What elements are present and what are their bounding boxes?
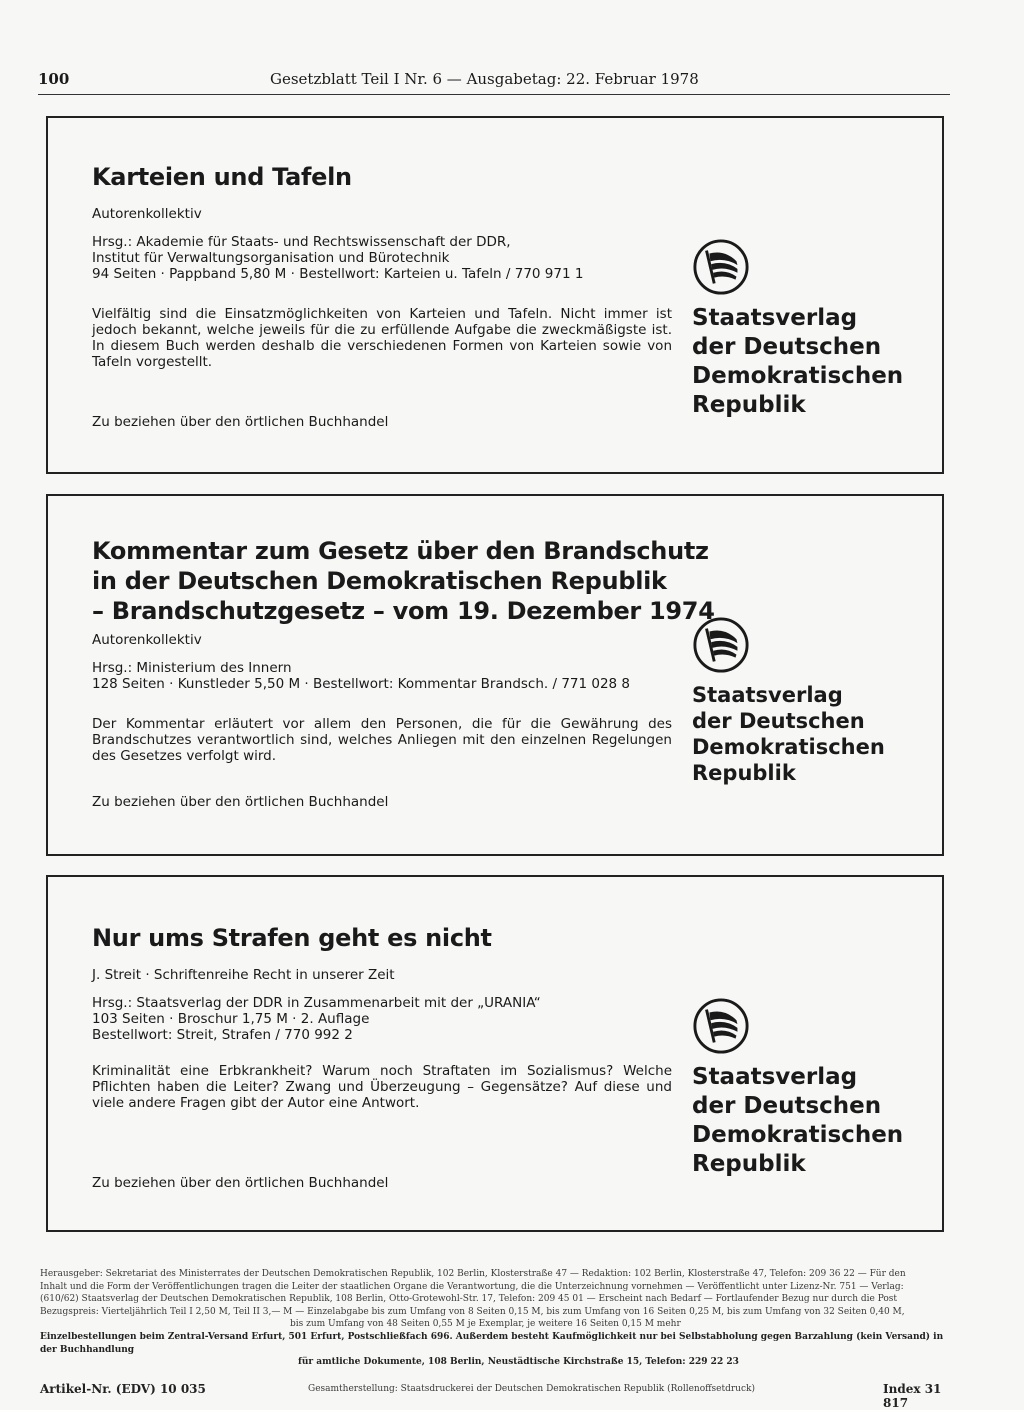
publisher-block [692, 616, 932, 786]
publisher-name-line: Staatsverlag [692, 683, 843, 707]
ad-detail-line: 103 Seiten · Broschur 1,75 M · 2. Auflage [92, 1011, 370, 1027]
publisher-name-line: der Deutschen [692, 334, 882, 360]
imprint-line: Bezugspreis: Vierteljährlich Teil I 2,50 M, Teil II 3,— M — Einzelabgabe bis zum Umfang von 8 Seiten 0,15 M, bis zum Umfang von 16 Seiten 0,25 M, bis zum Umfang von 32 Seiten 0,40 M, [40, 1306, 905, 1317]
ad-title-line: – Brandschutzgesetz – vom 19. Dezember 1974 [92, 597, 715, 625]
publisher-name [692, 1063, 932, 1179]
imprint-line: Herausgeber: Sekretariat des Ministerrates der Deutschen Demokratischen Republik, 102 Berlin, Klosterstraße 47 — Redaktion: 102 Berlin, Klosterstraße 47, Telefon: 209 36 22 — Für den [40, 1269, 906, 1279]
staatsverlag-logo-icon [692, 616, 750, 674]
ad-detail-line: Hrsg.: Akademie für Staats- und Rechtswissenschaft der DDR, [92, 234, 511, 250]
imprint-order-line: Einzelbestellungen beim Zentral-Versand Erfurt, 501 Erfurt, Postschließfach 696. Außerdem besteht Kaufmöglichkeit nur bei Selbstabholung gegen Barzahlung (kein Versand) in der Buchhandlung [40, 1331, 944, 1355]
ad-details [92, 234, 583, 282]
ad-availability: Zu beziehen über den örtlichen Buchhandel [92, 794, 389, 810]
ad-detail-line: 128 Seiten · Kunstleder 5,50 M · Bestellwort: Kommentar Brandsch. / 771 028 8 [92, 676, 631, 692]
publisher-name-line: Republik [692, 392, 806, 418]
staatsverlag-logo-icon [692, 238, 750, 296]
publisher-name-line: Demokratischen [692, 363, 904, 389]
ad-title-line: Karteien und Tafeln [92, 163, 352, 191]
ad-title-line: Kommentar zum Gesetz über den Brandschutz [92, 537, 709, 565]
ad-title [92, 923, 492, 953]
index-number: Index 31 817 [883, 1382, 942, 1410]
ad-detail-line: Institut für Verwaltungsorganisation und Bürotechnik [92, 250, 450, 266]
advertisement-karteien-und-tafeln [46, 116, 944, 474]
ad-title-line: Nur ums Strafen geht es nicht [92, 924, 492, 952]
publisher-name [692, 304, 932, 420]
ad-description: Vielfältig sind die Einsatzmöglichkeiten von Karteien und Tafeln. Nicht immer ist jedoch bekannt, welche jeweils für die zu erfüllende Aufgabe die zweckmäßigste ist. In diesem Buch werden deshalb die verschiedenen Formen von Karteien sowie von Tafeln vorgestellt. [92, 306, 672, 370]
publisher-name-line: Demokratischen [692, 735, 885, 759]
publisher-name-line: Staatsverlag [692, 305, 858, 331]
ad-title [92, 536, 715, 626]
ad-author: Autorenkollektiv [92, 632, 202, 648]
imprint-line: (610/62) Staatsverlag der Deutschen Demokratischen Republik, 108 Berlin, Otto-Grotewohl-Str. 17, Telefon: 209 45 01 — Erscheint nach Bedarf — Fortlaufender Bezug nur durch die Post [40, 1294, 898, 1305]
publisher-name-line: Staatsverlag [692, 1064, 858, 1090]
imprint-line: Inhalt und die Form der Veröffentlichungen tragen die Leiter der staatlichen Organe die Verantwortung, die die Unterzeichnung vornehmen — Veröffentlicht unter Lizenz-Nr. 751 — Verlag: [40, 1281, 904, 1292]
ad-availability: Zu beziehen über den örtlichen Buchhandel [92, 1175, 389, 1191]
publisher-name-line: der Deutschen [692, 709, 865, 733]
publisher-name-line: Republik [692, 1151, 806, 1177]
publisher-name-line: Republik [692, 761, 796, 785]
ad-title [92, 162, 352, 192]
ad-description: Kriminalität eine Erbkrankheit? Warum noch Straftaten im Sozialismus? Welche Pflichten haben die Leiter? Zwang und Überzeugung – Gegensätze? Auf diese und viele andere Fragen gibt der Autor eine Antwort. [92, 1063, 672, 1111]
page-header [38, 64, 950, 95]
ad-detail-line: Hrsg.: Staatsverlag der DDR in Zusammenarbeit mit der „URANIA“ [92, 995, 541, 1011]
advertisement-brandschutzgesetz [46, 494, 944, 856]
imprint-order-line: für amtliche Dokumente, 108 Berlin, Neustädtische Kirchstraße 15, Telefon: 229 22 23 [298, 1357, 739, 1368]
publisher-name-line: der Deutschen [692, 1093, 882, 1119]
ad-detail-line: Hrsg.: Ministerium des Innern [92, 660, 292, 676]
staatsverlag-logo-icon [692, 997, 750, 1055]
ad-author: Autorenkollektiv [92, 206, 202, 222]
print-info: Gesamtherstellung: Staatsdruckerei der Deutschen Demokratischen Republik (Rollenoffsetdruck) [308, 1384, 755, 1394]
publisher-name-line: Demokratischen [692, 1122, 904, 1148]
ad-details [92, 995, 541, 1043]
ad-title-line: in der Deutschen Demokratischen Republik [92, 567, 667, 595]
publisher-block [692, 238, 932, 420]
article-number: Artikel-Nr. (EDV) 10 035 [40, 1382, 206, 1396]
ad-detail-line: 94 Seiten · Pappband 5,80 M · Bestellwort: Karteien u. Tafeln / 770 971 1 [92, 266, 584, 282]
ad-detail-line: Bestellwort: Streit, Strafen / 770 992 2 [92, 1027, 353, 1043]
advertisement-nur-ums-strafen [46, 875, 944, 1232]
imprint [40, 1268, 958, 1369]
publisher-name [692, 682, 932, 786]
ad-description: Der Kommentar erläutert vor allem den Personen, die für die Gewährung des Brandschutzes verantwortlich sind, welches Anliegen mit den einzelnen Regelungen des Gesetzes verfolgt wird. [92, 716, 672, 764]
page-number: 100 [38, 70, 70, 88]
running-title: Gesetzblatt Teil I Nr. 6 — Ausgabetag: 22. Februar 1978 [270, 70, 699, 88]
ad-details [92, 660, 630, 692]
imprint-line: bis zum Umfang von 48 Seiten 0,55 M je Exemplar, je weitere 16 Seiten 0,15 M mehr [290, 1319, 681, 1330]
publisher-block [692, 997, 932, 1179]
ad-author: J. Streit · Schriftenreihe Recht in unserer Zeit [92, 967, 395, 983]
ad-availability: Zu beziehen über den örtlichen Buchhandel [92, 414, 389, 430]
